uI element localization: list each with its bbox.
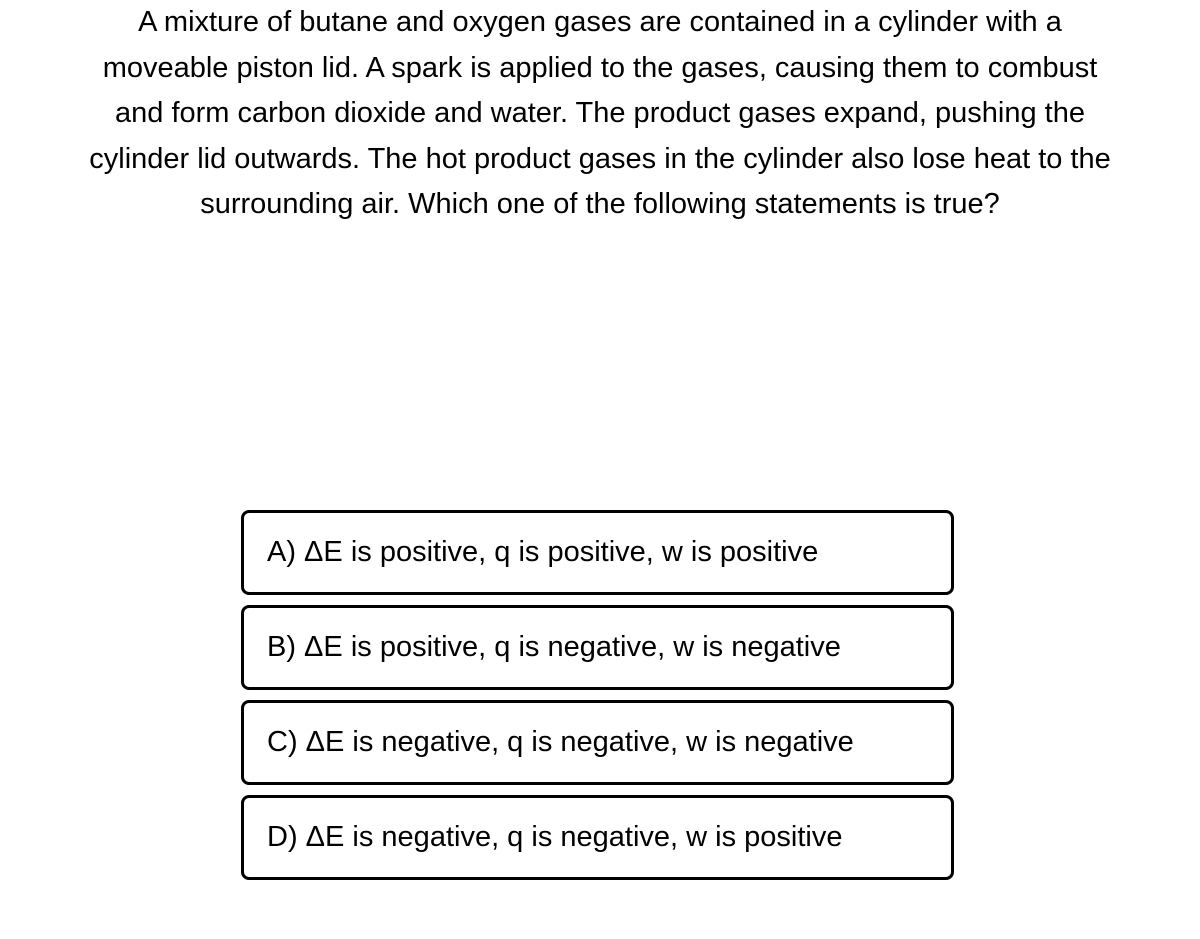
- answer-option-a[interactable]: [241, 510, 954, 595]
- answer-option-label: D) ΔE is negative, q is negative, w is positive: [267, 821, 843, 853]
- answer-option-label: B) ΔE is positive, q is negative, w is negative: [267, 631, 841, 663]
- answer-option-label: A) ΔE is positive, q is positive, w is positive: [267, 536, 819, 568]
- question-line: surrounding air. Which one of the following statements is true?: [200, 188, 1000, 220]
- answer-option-c[interactable]: [241, 700, 954, 785]
- answer-option-d[interactable]: [241, 795, 954, 880]
- question-line: and form carbon dioxide and water. The product gases expand, pushing the: [115, 97, 1085, 129]
- answer-option-label: C) ΔE is negative, q is negative, w is negative: [267, 726, 854, 758]
- answer-options: [241, 510, 954, 890]
- answer-option-b[interactable]: [241, 605, 954, 690]
- question-text: [0, 0, 1200, 228]
- question-line: cylinder lid outwards. The hot product gases in the cylinder also lose heat to the: [89, 142, 1111, 175]
- question-line: A mixture of butane and oxygen gases are contained in a cylinder with a: [138, 6, 1062, 38]
- question-line: moveable piston lid. A spark is applied to the gases, causing them to combust: [102, 51, 1098, 84]
